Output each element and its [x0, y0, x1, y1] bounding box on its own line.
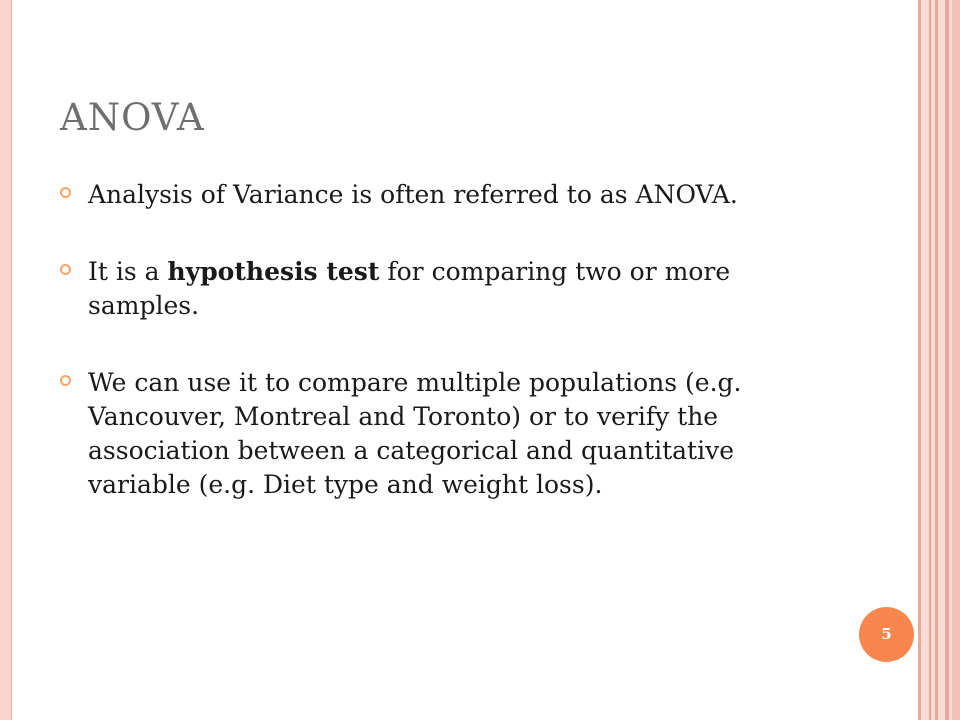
border-stripe: [952, 0, 960, 720]
bullet-text-suffix: for comparing two or more samples.: [88, 257, 731, 320]
bullet-item: [60, 255, 820, 323]
bullet-circle-icon: [60, 187, 71, 198]
bullet-item: [60, 366, 820, 502]
border-stripe: [935, 0, 938, 720]
bullet-text: Analysis of Variance is often referred to as ANOVA.: [88, 180, 738, 209]
bullet-circle-icon: [60, 375, 71, 386]
page-number-badge: 5: [859, 607, 914, 662]
right-decorative-border: [918, 0, 960, 720]
bullet-text: We can use it to compare multiple populations (e.g. Vancouver, Montreal and Toronto) or to verify the association between a categorical and quantitative variable (e.g. Diet type and weight loss).: [88, 368, 742, 499]
border-stripe: [929, 0, 931, 720]
border-stripe: [918, 0, 921, 720]
slide-title: ANOVA: [60, 96, 205, 139]
bullet-item: [60, 178, 820, 212]
bullet-circle-icon: [60, 264, 71, 275]
left-decorative-border: [0, 0, 12, 720]
bullet-text-prefix: It is a: [88, 257, 168, 286]
bullet-list: [60, 178, 820, 545]
bullet-text-bold: hypothesis test: [167, 257, 380, 286]
border-stripe: [945, 0, 949, 720]
